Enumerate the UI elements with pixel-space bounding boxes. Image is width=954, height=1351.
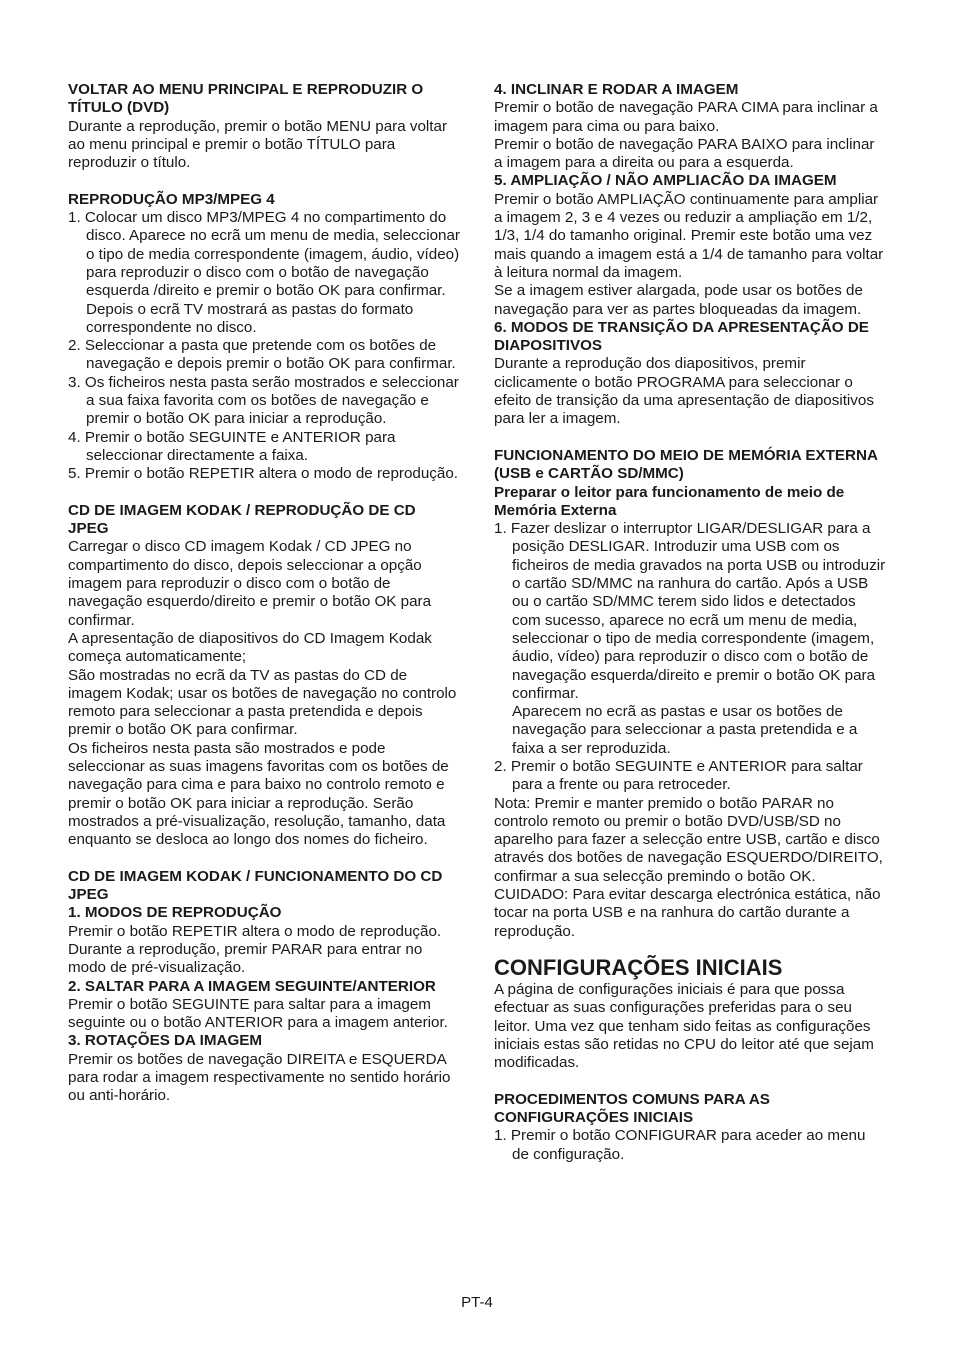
paragraph: Premir o botão REPETIR altera o modo de reprodução. <box>68 922 442 940</box>
list-item: 2. Premir o botão SEGUINTE e ANTERIOR para saltar para a frente ou para retroceder. <box>494 757 863 794</box>
paragraph: A página de configurações iniciais é para que possa efectuar as suas configurações preferidas para o seu leitor. Uma vez que tenham sido feitas as configurações iniciais estas são retidas no CPU do leitor até que sejam modificadas. <box>494 980 874 1072</box>
paragraph: Premir o botão AMPLIAÇÃO continuamente para ampliar a imagem 2, 3 e 4 vezes ou reduzir a ampliação em 1/2, 1/3, 1/4 do tamanho original. Premir este botão uma vez mais quando a imagem está a 1/4 de tamanho para voltar à leitura normal da imagem. <box>494 190 884 281</box>
list-item-continuation: Aparecem no ecrã as pastas e usar os botões de navegação para seleccionar a pasta pretendida e a faixa a ser reproduzida. <box>512 703 858 757</box>
page-number: PT-4 <box>461 1294 493 1311</box>
left-column <box>68 81 460 1106</box>
paragraph: Carregar o disco CD imagem Kodak / CD JPEG no compartimento do disco, depois seleccionar a opção imagem para reproduzir o disco com o botão de navegação esquerdo/direito e premir o botão OK para confirmar. <box>68 538 432 629</box>
section-title-initial-settings: CONFIGURAÇÕES INICIAIS <box>494 954 783 980</box>
right-column <box>494 81 886 1164</box>
section-heading-mp3: REPRODUÇÃO MP3/MPEG 4 <box>68 190 275 208</box>
subheading: 4. INCLINAR E RODAR A IMAGEM <box>494 81 739 98</box>
section-heading-menu-title: VOLTAR AO MENU PRINCIPAL E REPRODUZIR O TÍTULO (DVD) <box>68 81 424 117</box>
note: Nota: Premir e manter premido o botão PARAR no controlo remoto ou premir o botão DVD/USB/SD no aparelho para fazer a selecção entre USB, cartão e disco através dos botões de navegação ESQUERDO/DIREITO, confirmar a sua selecção premindo o botão OK. <box>494 794 883 885</box>
list-item: 4. Premir o botão SEGUINTE e ANTERIOR para seleccionar directamente a faixa. <box>68 428 396 464</box>
paragraph: Os ficheiros nesta pasta são mostrados e pode seleccionar as suas imagens favoritas com os botões de navegação para cima e para baixo no controlo remoto e premir o botão OK para iniciar a reprodução. Serão mostrados a pré-visualização, resolução, tamanho, data enquanto se desloca ao longo dos nomes do ficheiro. <box>68 739 449 849</box>
section-heading-kodak-playback: CD DE IMAGEM KODAK / REPRODUÇÃO DE CD JPEG <box>68 501 416 538</box>
paragraph: Durante a reprodução, premir PARAR para entrar no modo de pré-visualização. <box>68 940 423 977</box>
subheading: Preparar o leitor para funcionamento de meio de Memória Externa <box>494 483 845 519</box>
paragraph: A apresentação de diapositivos do CD Imagem Kodak começa automaticamente; <box>68 629 432 666</box>
paragraph: Premir os botões de navegação DIREITA e ESQUERDA para rodar a imagem respectivamente no sentido horário ou anti-horário. <box>68 1050 451 1105</box>
paragraph: Durante a reprodução dos diapositivos, premir ciclicamente o botão PROGRAMA para seleccionar o efeito de transição da uma apresentação de diapositivos para ler a imagem. <box>494 355 874 428</box>
caution: CUIDADO: Para evitar descarga electrónica estática, não tocar na porta USB e na ranhura do cartão durante a reprodução. <box>494 886 881 940</box>
list-item: 1. Fazer deslizar o interruptor LIGAR/DESLIGAR para a posição DESLIGAR. Introduzir uma USB com os ficheiros de media gravados na porta USB ou introduzir o cartão SD/MMC na ranhura do cartão. Após a USB ou o cartão SD/MMC terem sido lidos e detectados com sucesso, aparece no ecrã um menu de media, seleccionar o tipo de media correspondente (imagem, áudio, vídeo) para reproduzir o disco com o botão de navegação esquerda/direito e premir o botão OK para confirmar. <box>494 520 886 702</box>
paragraph: Durante a reprodução, premir o botão MENU para voltar ao menu principal e premir o botão TÍTULO para reproduzir o título. <box>68 117 448 172</box>
list-item: 1. Premir o botão CONFIGURAR para aceder ao menu de configuração. <box>494 1127 866 1163</box>
subheading: 6. MODOS DE TRANSIÇÃO DA APRESENTAÇÃO DE DIAPOSITIVOS <box>494 318 869 355</box>
subheading: 5. AMPLIAÇÃO / NÃO AMPLIACÃO DA IMAGEM <box>494 172 837 190</box>
list-item: 3. Os ficheiros nesta pasta serão mostrados e seleccionar a sua faixa favorita com os botões de navegação e premir o botão OK para iniciar a reprodução. <box>68 373 459 428</box>
subheading: 2. SALTAR PARA A IMAGEM SEGUINTE/ANTERIOR <box>68 977 436 995</box>
list-item: 5. Premir o botão REPETIR altera o modo de reprodução. <box>68 465 459 483</box>
section-heading-external-memory: FUNCIONAMENTO DO MEIO DE MEMÓRIA EXTERNA (USB e CARTÃO SD/MMC) <box>494 446 878 483</box>
section-heading-kodak-operation: CD DE IMAGEM KODAK / FUNCIONAMENTO DO CD JPEG <box>68 867 443 904</box>
paragraph: Premir o botão SEGUINTE para saltar para a imagem seguinte ou o botão ANTERIOR para a imagem anterior. <box>68 995 448 1032</box>
subheading: 1. MODOS DE REPRODUÇÃO <box>68 904 282 922</box>
list-item: 1. Colocar um disco MP3/MPEG 4 no compartimento do disco. Aparece no ecrã um menu de media, seleccionar o tipo de media correspondente (imagem, áudio, vídeo) para reproduzir o disco com o botão de navegação esquerda /direito e premir o botão OK para confirmar. Depois o ecrã TV mostrará as pastas do formato correspondente no disco. <box>68 209 460 336</box>
subheading: 3. ROTAÇÕES DA IMAGEM <box>68 1032 263 1050</box>
paragraph: Premir o botão de navegação PARA BAIXO para inclinar a imagem para a direita ou para a esquerda. <box>494 135 875 172</box>
paragraph: Premir o botão de navegação PARA CIMA para inclinar a imagem para cima ou para baixo. <box>494 99 878 135</box>
paragraph: São mostradas no ecrã da TV as pastas do CD de imagem Kodak; usar os botões de navegação no controlo remoto para seleccionar a pasta pretendida e depois premir o botão OK para confirmar. <box>68 666 457 739</box>
section-heading-common-procedures: PROCEDIMENTOS COMUNS PARA AS CONFIGURAÇÕES INICIAIS <box>494 1090 770 1127</box>
paragraph: Se a imagem estiver alargada, pode usar os botões de navegação para ver as partes bloqueadas da imagem. <box>494 282 863 318</box>
list-item: 2. Seleccionar a pasta que pretende com os botões de navegação e depois premir o botão OK para confirmar. <box>68 337 456 373</box>
